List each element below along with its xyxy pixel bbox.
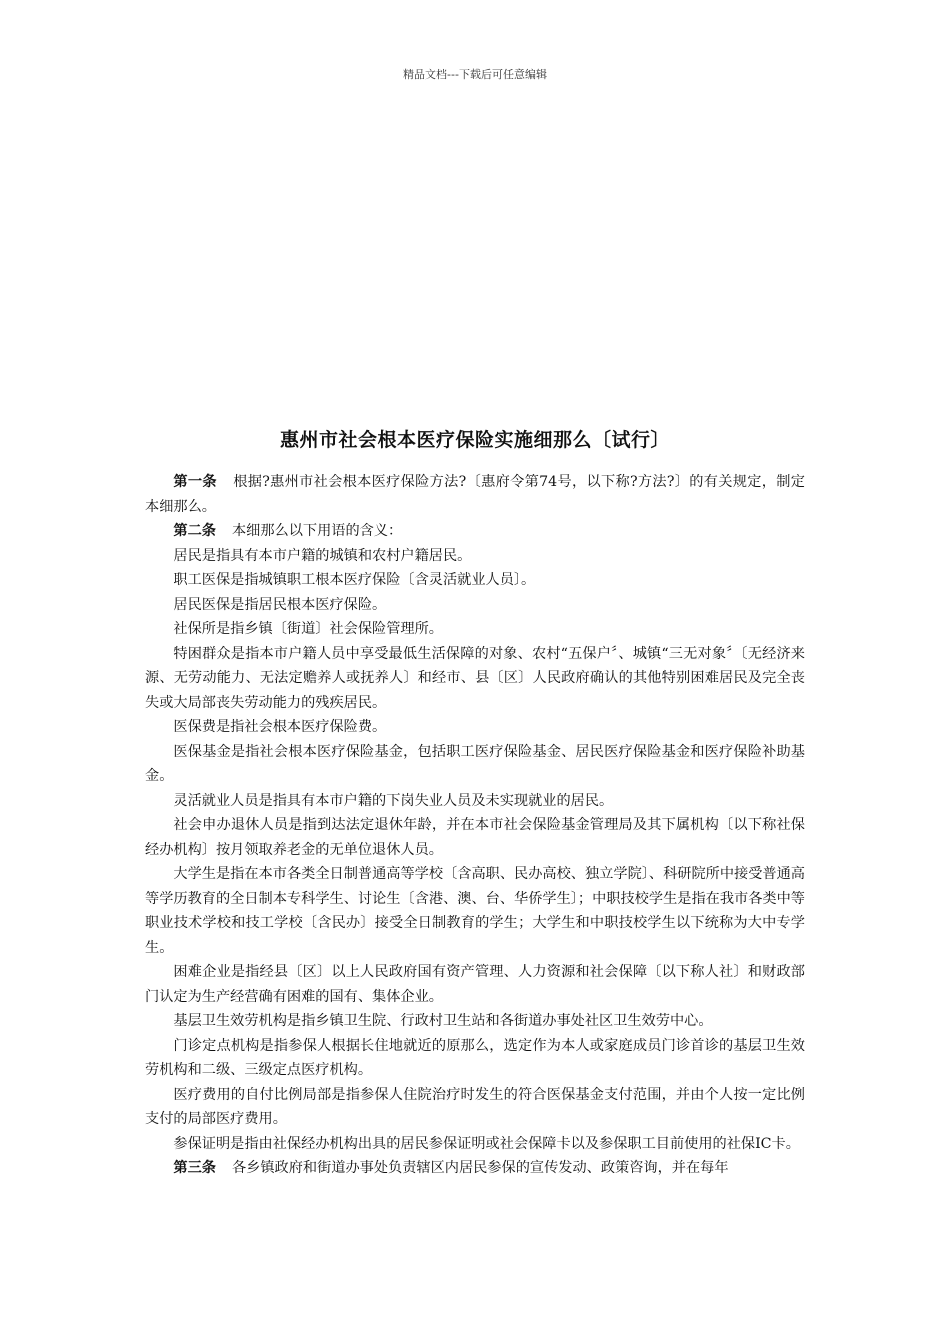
paragraph-article-3	[145, 1156, 805, 1181]
document-title: 惠州市社会根本医疗保险实施细那么〔试行〕	[279, 429, 670, 451]
paragraph-definition: 医疗费用的自付比例局部是指参保人住院治疗时发生的符合医保基金支付范围，并由个人按一定比例支付的局部医疗费用。	[145, 1086, 805, 1127]
paragraph-definition: 基层卫生效劳机构是指乡镇卫生院、行政村卫生站和各街道办事处社区卫生效劳中心。	[173, 1013, 713, 1029]
paragraph-definition: 居民医保是指居民根本医疗保险。	[173, 596, 387, 613]
paragraph-definition: 困难企业是指经县〔区〕以上人民政府国有资产管理、人力资源和社会保障〔以下称人社〕和财政部门认定为生产经营确有困难的国有、集体企业。	[145, 964, 805, 1005]
article-number: 第三条	[173, 1160, 216, 1176]
paragraph-definition: 社会申办退休人员是指到达法定退休年龄，并在本市社会保险基金管理局及其下属机构〔以下称社保经办机构〕按月领取养老金的无单位退休人员。	[145, 817, 805, 858]
paragraph-definition: 居民是指具有本市户籍的城镇和农村户籍居民。	[173, 547, 472, 564]
paragraph-definition: 医保费是指社会根本医疗保险费。	[173, 719, 387, 735]
paragraph-text: 本细那么以下用语的含义：	[231, 523, 403, 539]
paragraph-definition: 大学生是指在本市各类全日制普通高等学校〔含高职、民办高校、独立学院〕、科研院所中接受普通高等学历教育的全日制本专科学生、讨论生〔含港、澳、台、华侨学生〕；中职技校学生是指在我市各类中等职业技术学校和技工学校〔含民办〕接受全日制教育的学生；大学生和中职技校学生以下统称为大中专学生。	[145, 866, 805, 956]
paragraph-definition: 社保所是指乡镇〔街道〕社会保险管理所。	[173, 621, 443, 637]
paragraph-text: 根据?惠州市社会根本医疗保险方法?〔惠府令第74号，以下称?方法?〕的有关规定，制定本细那么。	[145, 474, 805, 515]
paragraph-definition: 特困群众是指本市户籍人员中享受最低生活保障的对象、农村“五保户〞、城镇“三无对象〞〔无经济来源、无劳动能力、无法定赡养人或抚养人〕和经市、县〔区〕人民政府确认的其他特别困难居民及完全丧失或大局部丧失劳动能力的残疾居民。	[145, 645, 805, 711]
document-body	[145, 470, 805, 1181]
paragraph-definition: 参保证明是指由社保经办机构出具的居民参保证明或社会保障卡以及参保职工目前使用的社保IC卡。	[173, 1135, 800, 1152]
paragraph-article-2	[145, 519, 805, 544]
header-note: 精品文档---下载后可任意编辑	[403, 68, 547, 81]
paragraph-text: 各乡镇政府和街道办事处负责辖区内居民参保的宣传发动、政策咨询，并在每年	[231, 1160, 729, 1176]
paragraph-definition: 灵活就业人员是指具有本市户籍的下岗失业人员及未实现就业的居民。	[173, 792, 614, 809]
paragraph-definition: 门诊定点机构是指参保人根据长住地就近的原那么，选定作为本人或家庭成员门诊首诊的基层卫生效劳机构和二级、三级定点医疗机构。	[145, 1037, 805, 1078]
paragraph-definition: 医保基金是指社会根本医疗保险基金，包括职工医疗保险基金、居民医疗保险基金和医疗保险补助基金。	[145, 743, 805, 784]
paragraph-article-1	[145, 470, 805, 519]
paragraph-definition: 职工医保是指城镇职工根本医疗保险〔含灵活就业人员〕。	[173, 572, 536, 588]
article-number: 第一条	[173, 474, 217, 490]
article-number: 第二条	[173, 523, 216, 539]
